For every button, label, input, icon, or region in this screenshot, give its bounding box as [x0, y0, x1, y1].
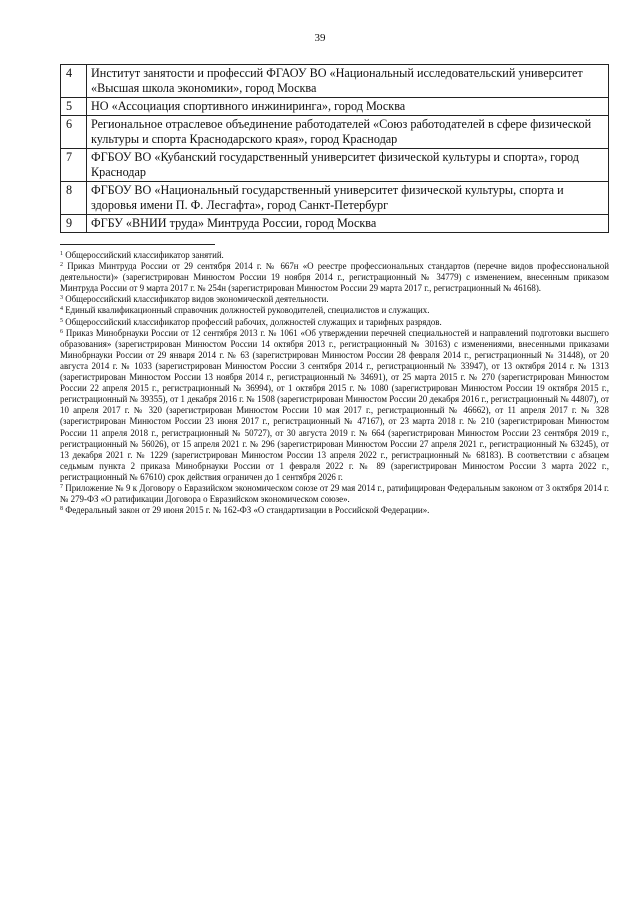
footnote-mark: 3 [60, 295, 63, 302]
footnote-mark: 8 [60, 506, 63, 513]
organization-name: ФГБУ «ВНИИ труда» Минтруда России, город Москва [87, 215, 609, 233]
row-number: 4 [61, 65, 87, 98]
footnote-text: Общероссийский классификатор занятий. [65, 250, 224, 260]
footnote-text: Общероссийский классификатор профессий рабочих, должностей служащих и тарифных разрядов. [65, 316, 442, 327]
row-number: 9 [61, 215, 87, 233]
footnote [60, 305, 609, 316]
footnote-text: Федеральный закон от 29 июня 2015 г. № 162-ФЗ «О стандартизации в Российской Федерации». [65, 505, 430, 516]
footnote-text: Общероссийский классификатор видов экономической деятельности. [65, 294, 329, 305]
table-row [61, 182, 609, 215]
footnote-mark: 4 [60, 306, 63, 313]
footnote-text: Единый квалификационный справочник должностей руководителей, специалистов и служащих. [65, 305, 430, 316]
footnote [60, 328, 609, 483]
organization-name: ФГБОУ ВО «Национальный государственный университет физической культуры, спорта и здоровья имени П. Ф. Лесгафта», город Санкт-Петербург [87, 182, 609, 215]
footnote-mark: 7 [60, 483, 63, 490]
footnote-mark: 2 [60, 262, 63, 269]
footnote [60, 294, 609, 305]
footnote [60, 317, 609, 328]
organization-name: НО «Ассоциация спортивного инжиниринга», город Москва [87, 98, 609, 116]
page-number: 39 [314, 32, 326, 44]
footnote-text: Приказ Минобрнауки России от 12 сентября 2013 г. № 1061 «Об утверждении перечней специальностей и направлений подготовки высшего образования» (зарегистрирован Минюстом России 14 октября 2013 г., регистрационный № 30163) с изменениями, внесенными приказами Минобрнауки России от 29 января 2014 г. № 63 (зарегистрирован Минюстом России 28 февраля 2014 г., регистрационный № 31448), от 20 августа 2014 г. № 1033 (зарегистрирован Минюстом России 3 сентября 2014 г., регистрационный № 33947), от 13 октября 2014 г. № 1313 (зарегистрирован Минюстом России 13 ноября 2014 г., регистрационный № 34691), от 25 марта 2015 г. № 270 (зарегистрирован Минюстом России 22 апреля 2015 г., регистрационный № 36994), от 1 октября 2015 г. № 1080 (зарегистрирован Минюстом России 19 октября 2015 г., регистрационный № 39355), от 1 декабря 2016 г. № 1508 (зарегистрирован Минюстом России 20 декабря 2016 г., регистрационный № 44807), от 10 апреля 2017 г. № 320 (зарегистрирован Минюстом России 10 мая 2017 г., регистрационный № 46662), от 11 апреля 2017 г. № 328 (зарегистрирован Минюстом России 23 июня 2017 г., регистрационный № 47167), от 23 марта 2018 г. № 210 (зарегистрирован Минюстом России 11 апреля 2018 г., регистрационный № 50727), от 30 августа 2019 г. № 664 (зарегистрирован Минюстом России 23 сентября 2019 г., регистрационный № 56026), от 15 апреля 2021 г. № 296 (зарегистрирован Минюстом России 27 апреля 2021 г., регистрационный № 63245), от 13 декабря 2021 г. № 1229 (зарегистрирован Минюстом России 13 апреля 2022 г., регистрационный № 68183). В соответствии с абзацем седьмым пункта 2 приказа Минобрнауки России от 1 февраля 2022 г. № 89 (зарегистрирован Минюстом России 3 марта 2022 г., регистрационный № 67610) срок действия ограничен до 1 сентября 2026 г. [60, 327, 609, 482]
footnote-text: Приказ Минтруда России от 29 сентября 2014 г. № 667н «О реестре профессиональных стандартов (перечне видов профессиональной деятельности)» (зарегистрирован Минюстом России 19 ноября 2014 г., регистрационный № 34779) с изменением, внесенным приказом Минтруда России от 9 марта 2017 г. № 254н (зарегистрирован Минюстом России 29 марта 2017 г., регистрационный № 46168). [60, 261, 610, 294]
table-row [61, 98, 609, 116]
organization-name: Институт занятости и профессий ФГАОУ ВО «Национальный исследовательский университет «Высшая школа экономики», город Москва [87, 65, 609, 98]
footnote-mark: 6 [60, 328, 63, 335]
organization-name: ФГБОУ ВО «Кубанский государственный университет физической культуры и спорта», город Краснодар [87, 149, 609, 182]
footnote [60, 250, 609, 261]
footnotes [60, 250, 609, 516]
footnote-mark: 5 [60, 317, 63, 324]
footnote-divider [60, 244, 215, 245]
row-number: 6 [61, 116, 87, 149]
footnote [60, 483, 609, 505]
row-number: 8 [61, 182, 87, 215]
footnote-mark: 1 [60, 251, 63, 257]
organization-name: Региональное отраслевое объединение работодателей «Союз работодателей в сфере физической культуры и спорта Краснодарского края», город Краснодар [87, 116, 609, 149]
footnote [60, 505, 609, 516]
row-number: 7 [61, 149, 87, 182]
table-row [61, 215, 609, 233]
footnote-text: Приложение № 9 к Договору о Евразийском экономическом союзе от 29 мая 2014 г., ратифицирован Федеральным законом от 3 октября 2014 г. № 279-ФЗ «О ратификации Договора о Евразийском экономическом союзе». [60, 482, 610, 505]
row-number: 5 [61, 98, 87, 116]
footnote [60, 261, 609, 294]
table-row [61, 65, 609, 98]
table-row [61, 149, 609, 182]
organizations-table [60, 64, 609, 233]
table-row [61, 116, 609, 149]
